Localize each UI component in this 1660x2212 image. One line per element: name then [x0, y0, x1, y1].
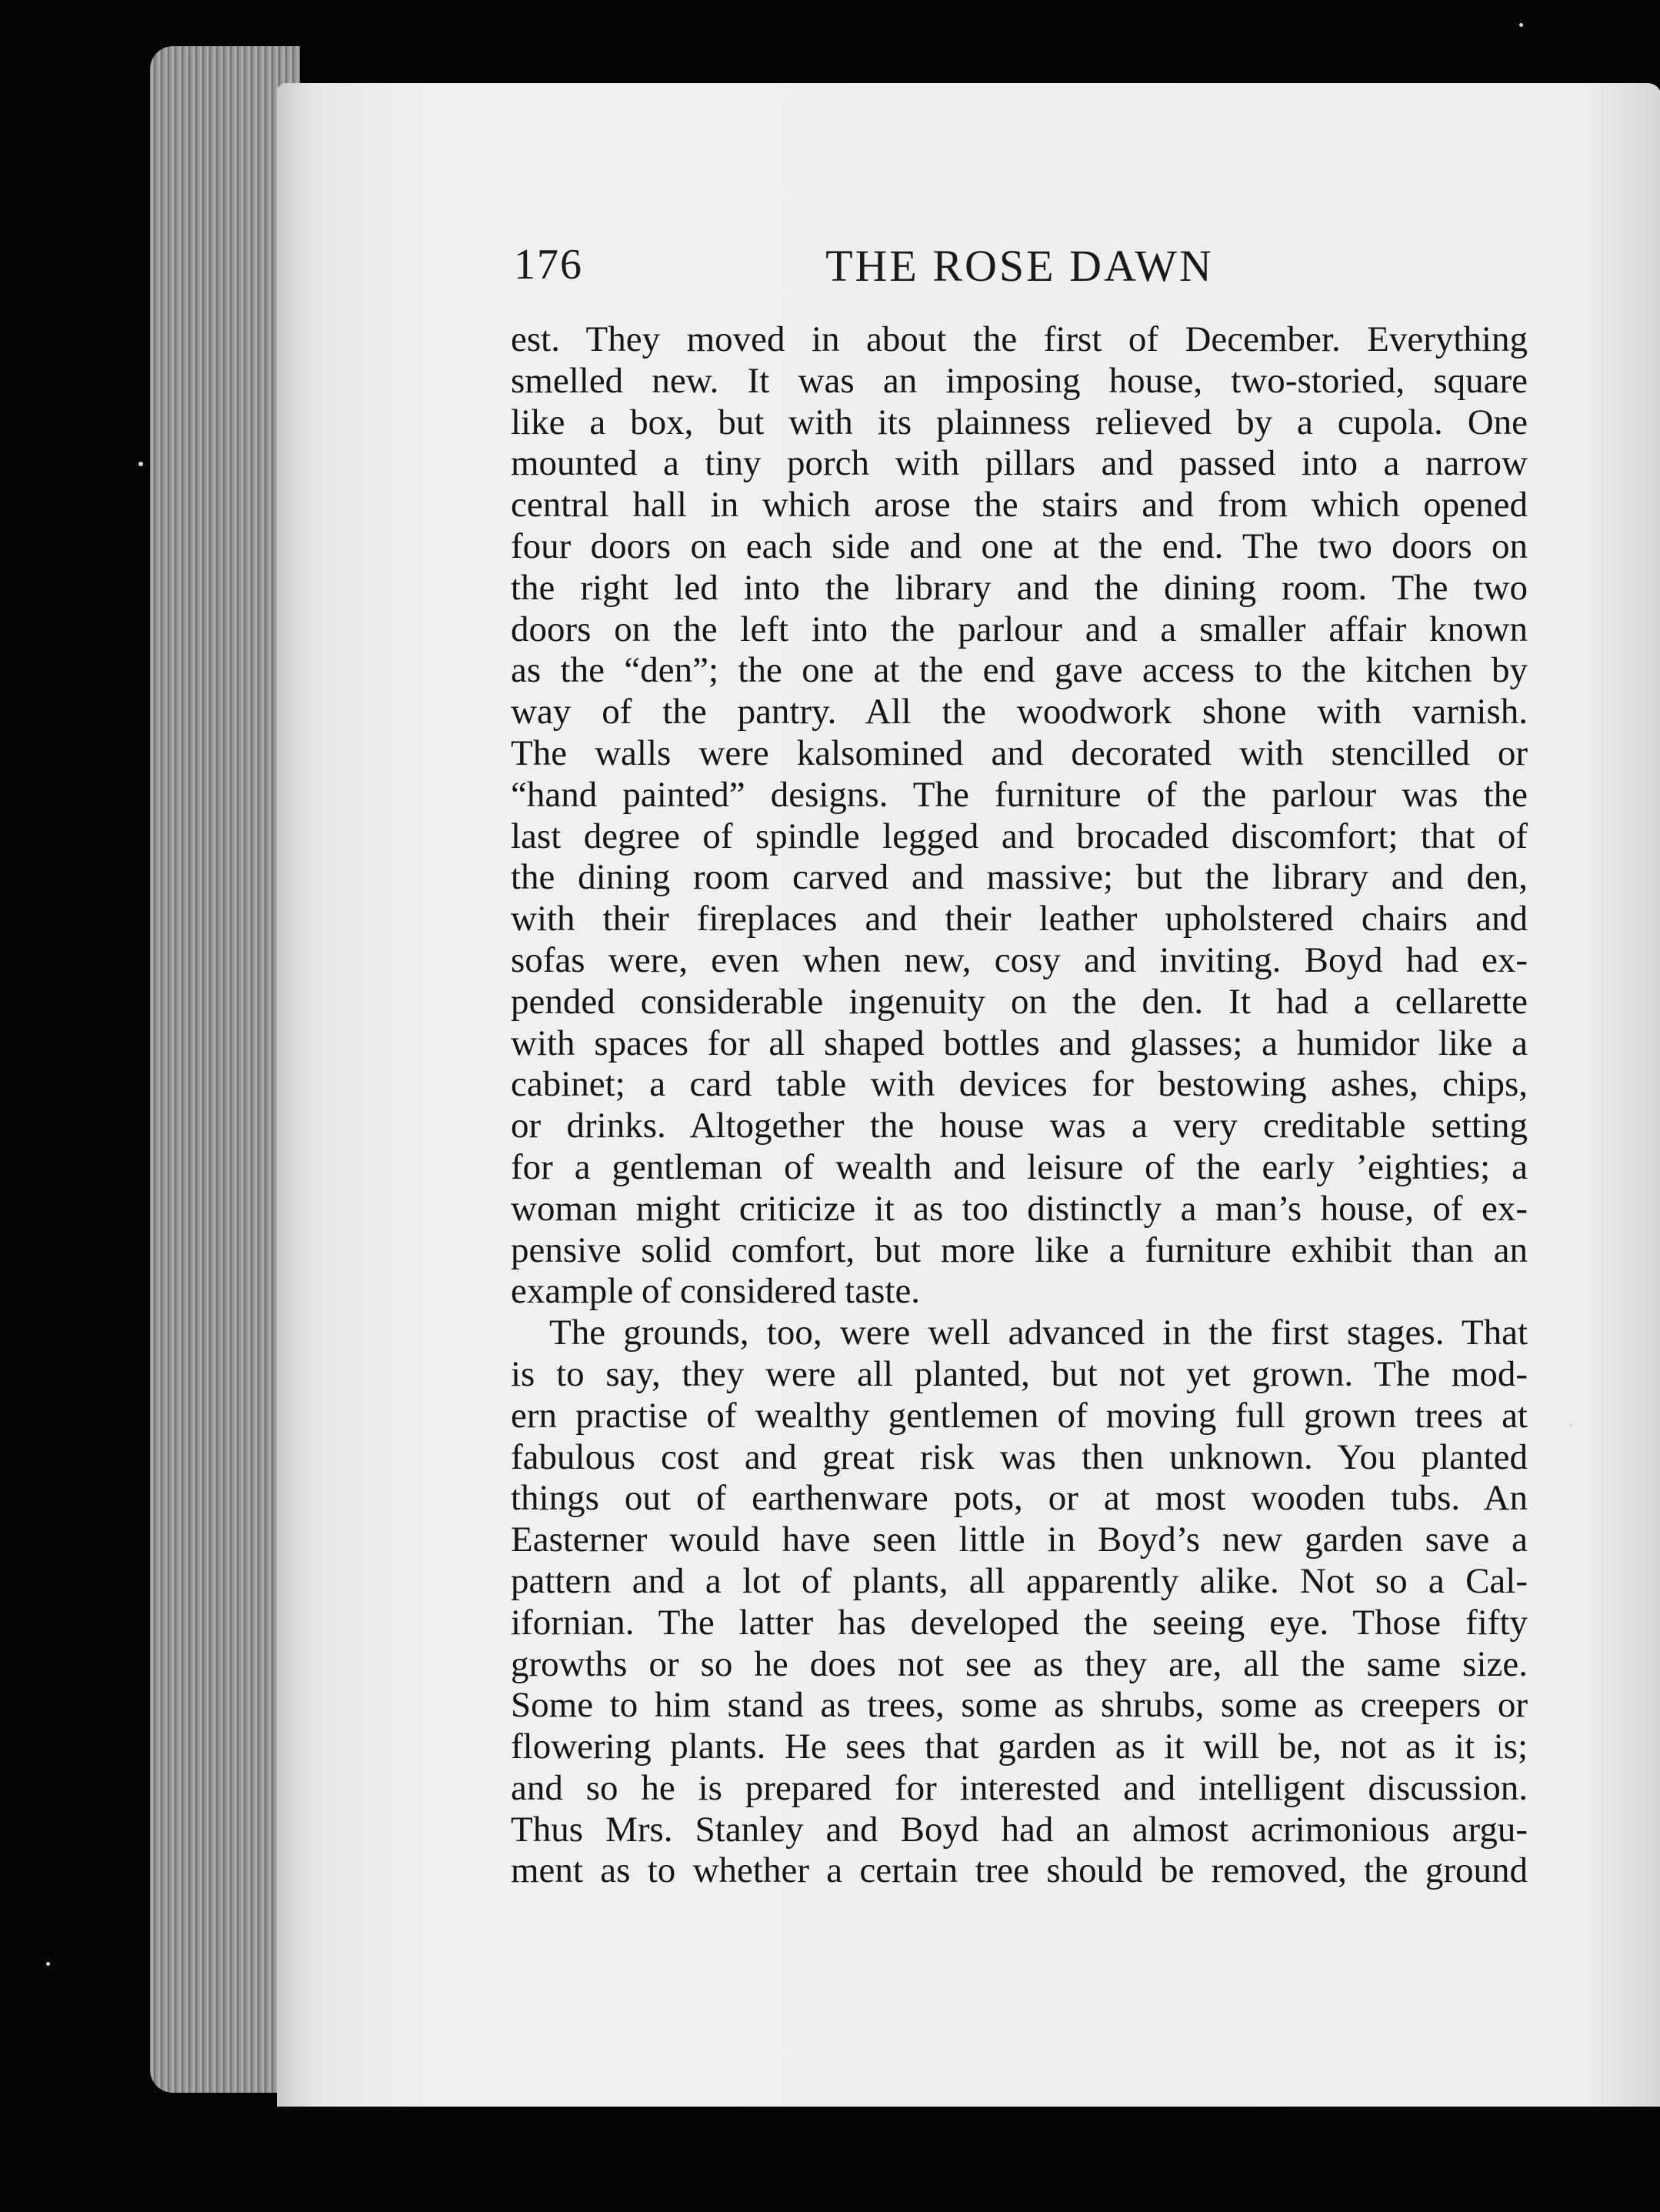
text-line: way of the pantry. All the woodwork shone with varnish. [511, 692, 1528, 732]
text-line: cabinet; a card table with devices for bestowing ashes, chips, [511, 1064, 1528, 1105]
text-line: ern practise of wealthy gentlemen of moving full grown trees at [511, 1395, 1528, 1436]
text-line: as the “den”; the one at the end gave access to the kitchen by [511, 650, 1528, 691]
text-line: smelled new. It was an imposing house, two-storied, square [511, 360, 1528, 401]
text-line: ment as to whether a certain tree should be removed, the ground [511, 1850, 1528, 1891]
text-line: doors on the left into the parlour and a smaller affair known [511, 609, 1528, 649]
text-line: with spaces for all shaped bottles and glasses; a humidor like a [511, 1023, 1528, 1063]
text-line: mounted a tiny porch with pillars and passed into a narrow [511, 443, 1528, 484]
text-line: things out of earthenware pots, or at most wooden tubs. An [511, 1478, 1528, 1519]
text-line: pattern and a lot of plants, all apparently alike. Not so a Cal- [511, 1560, 1528, 1601]
text-line: or drinks. Altogether the house was a very creditable setting [511, 1106, 1528, 1146]
text-line: Some to him stand as trees, some as shrubs, some as creepers or [511, 1685, 1528, 1726]
dust-speck [138, 462, 143, 466]
dust-speck [1519, 23, 1523, 27]
body-text [511, 319, 1528, 1892]
text-line: pensive solid comfort, but more like a furniture exhibit than an [511, 1229, 1528, 1270]
text-line: woman might criticize it as too distinctly a man’s house, of ex- [511, 1188, 1528, 1229]
text-line: with their fireplaces and their leather upholstered chairs and [511, 899, 1528, 939]
running-title: THE ROSE DAWN [825, 241, 1214, 291]
text-line: Thus Mrs. Stanley and Boyd had an almost acrimonious argu- [511, 1809, 1528, 1850]
text-line: is to say, they were all planted, but not yet grown. The mod- [511, 1353, 1528, 1394]
text-line: est. They moved in about the first of December. Everything [511, 319, 1528, 359]
text-line: four doors on each side and one at the end. The two doors on [511, 525, 1528, 566]
text-line: “hand painted” designs. The furniture of the parlour was the [511, 774, 1528, 815]
text-line: the dining room carved and massive; but the library and den, [511, 857, 1528, 898]
text-line: sofas were, even when new, cosy and inviting. Boyd had ex- [511, 939, 1528, 980]
text-line: the right led into the library and the dining room. The two [511, 567, 1528, 608]
text-line: example of considered taste. [511, 1271, 921, 1312]
text-line: fabulous cost and great risk was then unknown. You planted [511, 1436, 1528, 1477]
text-line: growths or so he does not see as they are, all the same size. [511, 1643, 1528, 1684]
running-head [514, 240, 1525, 299]
text-line: central hall in which arose the stairs and from which opened [511, 485, 1528, 525]
text-line: last degree of spindle legged and brocaded discomfort; that of [511, 816, 1528, 856]
text-line: for a gentleman of wealth and leisure of the early ’eighties; a [511, 1146, 1528, 1187]
text-line: pended considerable ingenuity on the den. It had a cellarette [511, 981, 1528, 1022]
page-number: 176 [514, 241, 583, 289]
text-line: flowering plants. He sees that garden as it will be, not as it is; [511, 1727, 1528, 1767]
text-line: and so he is prepared for interested and intelligent discussion. [511, 1767, 1528, 1808]
text-line: like a box, but with its plainness relieved by a cupola. One [511, 402, 1528, 442]
text-line: The grounds, too, were well advanced in the first stages. That [549, 1313, 1528, 1353]
dust-speck [46, 1962, 50, 1966]
dust-speck [1569, 1423, 1572, 1426]
text-line: Easterner would have seen little in Boyd’s new garden save a [511, 1520, 1528, 1560]
text-line: ifornian. The latter has developed the seeing eye. Those fifty [511, 1602, 1528, 1643]
text-line: The walls were kalsomined and decorated with stencilled or [511, 732, 1528, 773]
